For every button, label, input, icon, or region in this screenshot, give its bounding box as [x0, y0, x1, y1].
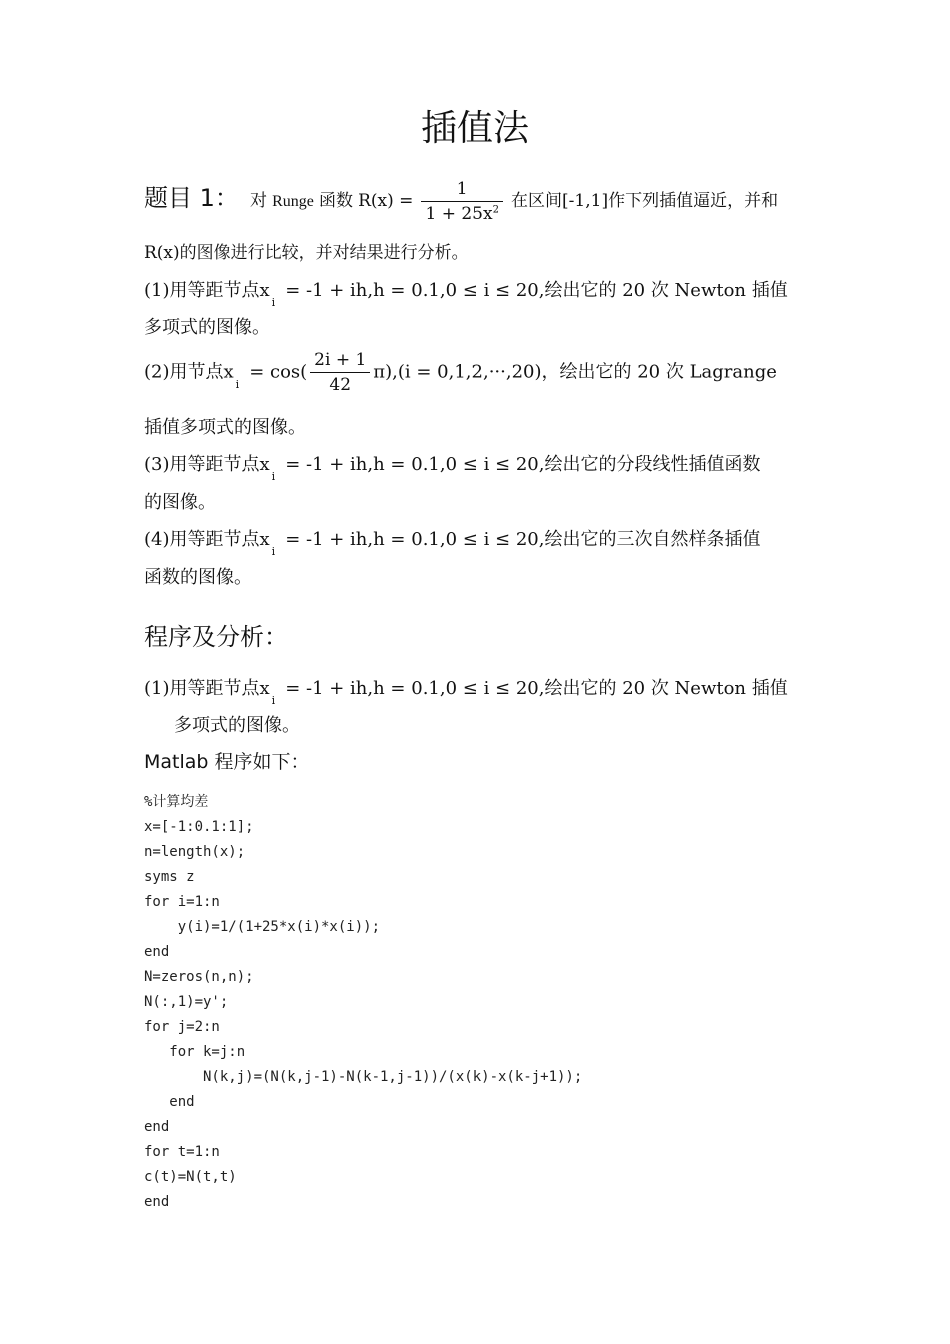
- code-line: N(:,1)=y';: [144, 994, 229, 1010]
- item1-text-b: = -1 + ih,h = 0.1,0 ≤ i ≤ 20,绘出它的 20 次 Newton 插值: [285, 280, 788, 301]
- code-line: %计算均差: [144, 794, 209, 810]
- code-block: [144, 790, 582, 1215]
- analysis-item1-text-b: = -1 + ih,h = 0.1,0 ≤ i ≤ 20,绘出它的 20 次 Newton 插值: [285, 678, 788, 699]
- problem-intro-line: [144, 178, 778, 222]
- item2-text-b: = cos(: [249, 361, 308, 383]
- item4-text-b: = -1 + ih,h = 0.1,0 ≤ i ≤ 20,绘出它的三次自然样条插值: [285, 529, 761, 550]
- code-line: x=[-1:0.1:1];: [144, 819, 254, 835]
- runge-numerator: 1: [421, 179, 502, 202]
- problem-item-1-line2: 多项式的图像。: [144, 317, 270, 338]
- code-line: end: [144, 1094, 195, 1110]
- code-line: n=length(x);: [144, 844, 246, 860]
- problem-item-4: [144, 525, 761, 558]
- code-line: y(i)=1/(1+25*x(i)*x(i));: [144, 919, 381, 935]
- code-line: for t=1:n: [144, 1144, 220, 1160]
- code-line: for j=2:n: [144, 1019, 220, 1035]
- runge-fraction: [421, 179, 502, 224]
- code-line: for k=j:n: [144, 1044, 246, 1060]
- item1-subscript: i: [271, 296, 276, 309]
- problem-item-3-line2: 的图像。: [144, 492, 216, 513]
- item2-subscript: i: [235, 377, 240, 391]
- item3-text-a: (3)用等距节点x: [144, 454, 270, 475]
- item4-subscript: i: [271, 545, 276, 558]
- func-word: 函数: [318, 191, 353, 211]
- code-line: end: [144, 1119, 170, 1135]
- intro-prefix: 对: [250, 191, 267, 211]
- item3-subscript: i: [271, 470, 276, 483]
- page-title: 插值法: [420, 108, 529, 149]
- runge-exponent: 2: [492, 204, 499, 216]
- runge-denominator: [421, 202, 502, 224]
- code-line: for i=1:n: [144, 894, 220, 910]
- problem-item-3: [144, 450, 761, 483]
- problem-item-2: [144, 350, 777, 395]
- matlab-heading: Matlab 程序如下：: [144, 751, 310, 773]
- problem-item-4-line2: 函数的图像。: [144, 567, 252, 588]
- item2-text-a: (2)用节点x: [144, 361, 234, 383]
- code-line: N=zeros(n,n);: [144, 969, 254, 985]
- analysis-item1-subscript: i: [271, 694, 276, 707]
- analysis-heading: 程序及分析：: [144, 623, 288, 651]
- code-line: end: [144, 1194, 170, 1210]
- intro-suffix: 在区间[-1,1]作下列插值逼近，并和: [511, 191, 779, 211]
- intro-line2: R(x)的图像进行比较，并对结果进行分析。: [144, 243, 469, 263]
- analysis-item1-text-a: (1)用等距节点x: [144, 678, 270, 699]
- runge-den-text: 1 + 25x: [425, 204, 493, 224]
- item2-fraction: [310, 350, 370, 395]
- item2-numerator: 2i + 1: [310, 350, 370, 373]
- item4-text-a: (4)用等距节点x: [144, 529, 270, 550]
- analysis-item-1: [144, 674, 788, 707]
- problem-heading: 题目 1：: [144, 184, 239, 212]
- item2-denominator: 42: [329, 375, 352, 395]
- problem-item-1: [144, 276, 788, 309]
- analysis-item-1-line2: 多项式的图像。: [174, 715, 300, 736]
- item2-text-c: π),(i = 0,1,2,···,20)，绘出它的 20 次 Lagrange: [373, 361, 777, 383]
- runge-word: Runge: [272, 193, 314, 210]
- code-line: end: [144, 944, 170, 960]
- item3-text-b: = -1 + ih,h = 0.1,0 ≤ i ≤ 20,绘出它的分段线性插值函数: [285, 454, 761, 475]
- problem-item-2-line2: 插值多项式的图像。: [144, 417, 306, 438]
- code-line: syms z: [144, 869, 195, 885]
- func-lhs: R(x) =: [358, 191, 414, 211]
- code-line: N(k,j)=(N(k,j-1)-N(k-1,j-1))/(x(k)-x(k-j+1));: [144, 1069, 583, 1085]
- item1-text-a: (1)用等距节点x: [144, 280, 270, 301]
- code-line: c(t)=N(t,t): [144, 1169, 237, 1185]
